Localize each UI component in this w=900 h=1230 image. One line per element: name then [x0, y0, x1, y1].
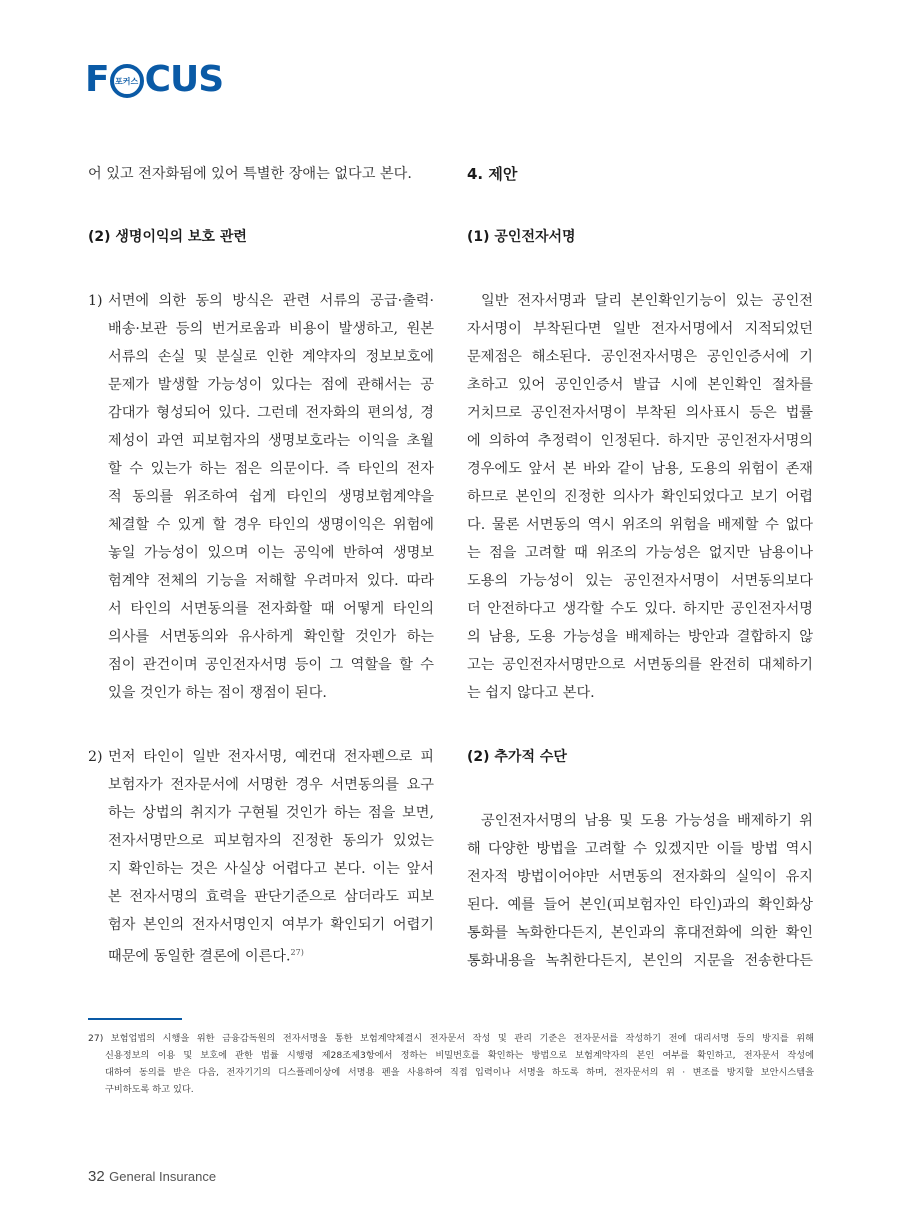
- text-line: 는 쉽지 않다고 본다.: [467, 685, 595, 701]
- text-line: 전자적 방법이어야만 서면동의 전자화의 실익이 유지: [467, 869, 813, 885]
- list-item-2: [88, 743, 434, 971]
- text-line: 된다. 예를 들어 본인(피보험자인 타인)과의 확인화상: [467, 897, 813, 913]
- text-line: 배송·보관 등의 번거로움과 비용이 발생하고, 원본: [108, 321, 434, 337]
- text-line: 는 점을 고려할 때 위조의 가능성은 없지만 남용이나: [467, 545, 813, 561]
- list-item-1: [88, 287, 434, 707]
- text-line: 서류의 손실 및 분실로 인한 계약자의 정보보호에: [108, 349, 434, 365]
- text-line: 체결할 수 있게 할 경우 타인의 생명이익은 위험에: [108, 517, 434, 533]
- text-line: 할 수 있는가 하는 점은 의문이다. 즉 타인의 전자: [108, 461, 434, 477]
- text-line: 자서명이 부착된다면 일반 전자서명에서 지적되었던: [467, 321, 813, 337]
- text-line: 고는 공인전자서명만으로 서면동의를 완전히 대체하기: [467, 657, 813, 673]
- subheading-additional-means: (2) 추가적 수단: [467, 749, 567, 765]
- text-line: 통화내용을 녹취한다든지, 본인의 지문을 전송한다든: [467, 953, 813, 969]
- text-line: 일반 전자서명과 달리 본인확인기능이 있는 공인전: [481, 293, 813, 309]
- page-footer: [88, 1168, 216, 1186]
- footnote-reference[interactable]: 27): [290, 948, 304, 957]
- text-line: 거치므로 공인전자서명이 부착된 의사표시 등은 법률: [467, 405, 813, 421]
- text-line: 먼저 타인이 일반 전자서명, 예컨대 전자펜으로 피: [108, 749, 434, 765]
- logo-circle: [110, 64, 144, 98]
- text-line: 하므로 본인의 진정한 의사가 확인되었다고 보기 어렵: [467, 489, 813, 505]
- text-line: 에 의하여 추정력이 인정된다. 하지만 공인전자서명의: [467, 433, 813, 449]
- text-line: 때문에 동일한 결론에 이른다.: [108, 948, 291, 965]
- text-line: 도용의 가능성이 있는 공인전자서명이 서면동의보다: [467, 573, 813, 589]
- right-column: [467, 160, 813, 975]
- list-number: 2): [88, 749, 103, 765]
- paragraph-additional-means: [467, 807, 813, 975]
- subheading-certified-signature: (1) 공인전자서명: [467, 229, 576, 245]
- section-heading-life-interest: (2) 생명이익의 보호 관련: [88, 229, 247, 245]
- footnote-line: 신용정보의 이용 및 보호에 관한 법률 시행령 제28조제3항에서 정하는 비밀번호를 확인하는 방법으로 보험계약자의 본인 여부를 확인하고, 전자문서 작성에: [105, 1050, 814, 1061]
- list-number: 1): [88, 293, 103, 309]
- text-line: 놓일 가능성이 있으며 이는 공익에 반하여 생명보: [108, 545, 434, 561]
- text-line-with-footnote: [108, 939, 434, 971]
- text-line: 서 타인의 서면동의를 전자화할 때 어떻게 타인의: [108, 601, 434, 617]
- text-line: 적 동의를 위조하여 쉽게 타인의 생명보험계약을: [108, 489, 434, 505]
- footnote-27: [88, 1030, 814, 1098]
- publication-name: General Insurance: [109, 1169, 217, 1184]
- footnote-line: 27) 보험업법의 시행을 위한 금융감독원의 전자서명을 통한 보험계약체결시 전자문서 작성 및 관리 기준은 전자문서를 작성하기 전에 대리서명 등의 방지를 위해: [88, 1033, 814, 1044]
- section-title-proposal: 4. 제안: [467, 165, 518, 183]
- text-line: 통화를 녹화한다든지, 본인과의 휴대전화에 의한 확인: [467, 925, 813, 941]
- logo-letters-cus: CUS: [144, 59, 224, 100]
- text-line: 보험자가 전자문서에 서명한 경우 서면동의를 요구: [108, 777, 434, 793]
- paragraph-certified-signature: [467, 287, 813, 707]
- footnote-divider: [88, 1018, 182, 1020]
- text-line: 전자서명만으로 피보험자의 진정한 동의가 있었는: [108, 833, 434, 849]
- text-line: 서면에 의한 동의 방식은 관련 서류의 공급·출력·: [108, 293, 434, 309]
- text-line: 문제가 발생할 가능성이 있다는 점에 관해서는 공: [108, 377, 434, 393]
- logo-letter-f: F: [85, 59, 109, 100]
- footnote-line: 구비하도록 하고 있다.: [105, 1084, 194, 1095]
- text-line: 다. 물론 서면동의 역시 위조의 위험을 배제할 수 없다: [467, 517, 813, 533]
- text-line: 의 남용, 도용 가능성을 배제하는 방안과 결합하지 않: [467, 629, 813, 645]
- text-line: 험계약 전체의 기능을 저해할 우려마저 있다. 따라: [108, 573, 434, 589]
- text-line: 경우에도 앞서 본 바와 같이 남용, 도용의 위험이 존재: [467, 461, 813, 477]
- text-line: 의사를 서면동의와 유사하게 확인할 것인가 하는: [108, 629, 434, 645]
- text-line: 문제점은 해소된다. 공인전자서명은 공인인증서에 기: [467, 349, 813, 365]
- footnote-line: 대하여 동의를 받은 다음, 전자기기의 디스플레이상에 서명용 펜을 사용하여 직접 입력이나 서명을 하도록 하며, 전자문서의 위 · 변조를 방지할 보안시스템을: [105, 1067, 814, 1078]
- focus-logo: [85, 60, 223, 100]
- text-line: 험자 본인의 전자서명인지 여부가 확인되기 어렵기: [108, 917, 434, 933]
- left-column: [88, 160, 434, 971]
- intro-line: 어 있고 전자화됨에 있어 특별한 장애는 없다고 본다.: [88, 166, 412, 182]
- text-line: 공인전자서명의 남용 및 도용 가능성을 배제하기 위: [481, 813, 813, 829]
- text-line: 제성이 과연 피보험자의 생명보호라는 이익을 초월: [108, 433, 434, 449]
- text-line: 감대가 형성되어 있다. 그런데 전자화의 편의성, 경: [108, 405, 434, 421]
- text-line: 하는 상법의 취지가 구현될 것인가 하는 점을 보면,: [108, 805, 434, 821]
- page-number: 32: [88, 1168, 105, 1185]
- text-line: 초하고 있어 공인인증서 발급 시에 본인확인 절차를: [467, 377, 813, 393]
- text-line: 있을 것인가 하는 점이 쟁점이 된다.: [108, 685, 327, 701]
- text-line: 본 전자서명의 효력을 판단기준으로 삼더라도 피보: [108, 889, 434, 905]
- logo-korean-label: 포커스: [115, 76, 139, 86]
- text-line: 점이 관건이며 공인전자서명 등이 그 역할을 할 수: [108, 657, 434, 673]
- text-line: 해 다양한 방법을 고려할 수 있겠지만 이들 방법 역시: [467, 841, 813, 857]
- text-line: 지 확인하는 것은 사실상 어렵다고 본다. 이는 앞서: [108, 861, 434, 877]
- text-line: 더 안전하다고 생각할 수도 있다. 하지만 공인전자서명: [467, 601, 813, 617]
